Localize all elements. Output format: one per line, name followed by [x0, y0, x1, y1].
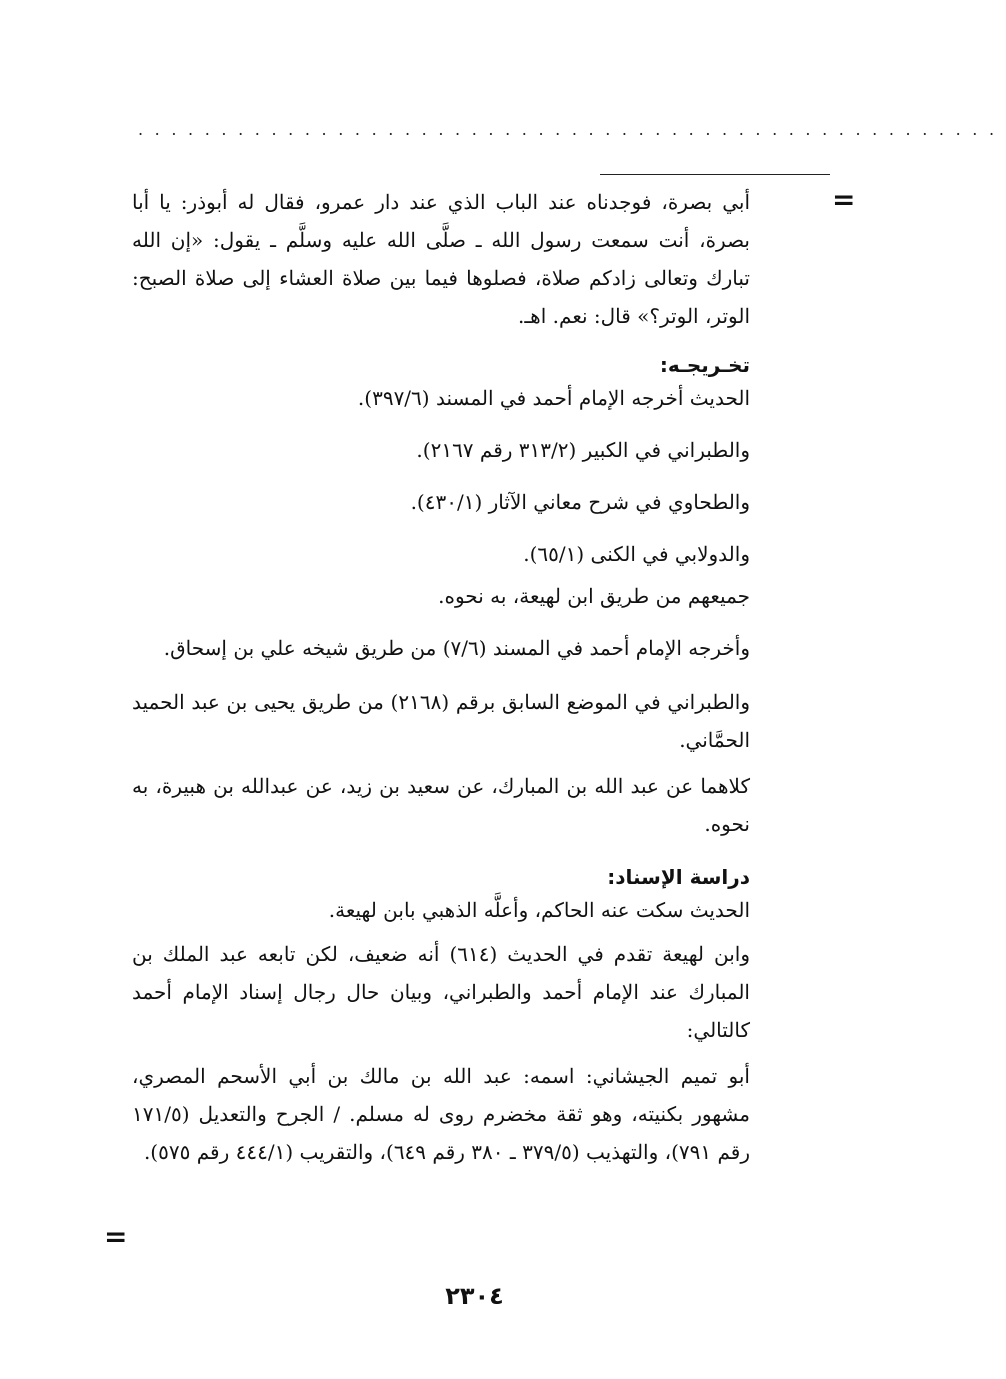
- takhrij-line: والطحاوي في شرح معاني الآثار (٤٣٠/١).: [410, 490, 750, 514]
- takhrij-line: جميعهم من طريق ابن لهيعة، به نحوه.: [438, 584, 750, 608]
- footnote-rule: [600, 174, 830, 175]
- takhrij-line: كلاهما عن عبد الله بن المبارك، عن سعيد بن زيد، عن عبدالله بن هبيرة، به نحوه.: [132, 774, 750, 836]
- dotted-separator: ....................................................: [138, 120, 1006, 139]
- takhrij-heading: تخـريجـه:: [659, 353, 750, 377]
- isnad-line: أبو تميم الجيشاني: اسمه: عبد الله بن مالك بن أبي الأسحم المصري، مشهور بكنيته، وهو ثقة مخضرم روى له مسلم. / الجرح والتعديل (١٧١/٥ رقم ٧٩١)، والتهذيب (٣٧٩/٥ ـ ٣٨٠ رقم ٦٤٩)، والتقريب (٤٤٤/١ رقم ٥٧٥).: [132, 1064, 750, 1164]
- page-number: ٢٣٠٤: [445, 1282, 504, 1310]
- continuation-mark-bottom: =: [104, 1220, 128, 1253]
- page-body: [132, 183, 750, 1171]
- continuation-mark-top: =: [832, 183, 856, 216]
- isnad-line: الحديث سكت عنه الحاكم، وأعلَّه الذهبي بابن لهيعة.: [328, 898, 750, 922]
- takhrij-line: وأخرجه الإمام أحمد في المسند (٧/٦) من طريق شيخه علي بن إسحاق.: [163, 636, 750, 660]
- isnad-line: وابن لهيعة تقدم في الحديث (٦١٤) أنه ضعيف، لكن تابعه عبد الملك بن المبارك عند الإمام أحمد والطبراني، وبيان حال رجال إسناد الإمام أحمد كالتالي:: [132, 942, 750, 1042]
- takhrij-line: والطبراني في الموضع السابق برقم (٢١٦٨) من طريق يحيى بن عبد الحميد الحمَّاني.: [132, 690, 751, 752]
- narration-paragraph: أبي بصرة، فوجدناه عند الباب الذي عند دار عمرو، فقال له أبوذر: يا أبا بصرة، أنت سمعت رسول الله ـ صلَّى الله عليه وسلَّم ـ يقول: «إن الله تبارك وتعالى زادكم صلاة، فصلوها فيما بين صلاة العشاء إلى صلاة الصبح: الوتر، الوتر؟» قال: نعم. اهـ.: [132, 190, 750, 328]
- takhrij-line: والطبراني في الكبير (٣١٣/٢ رقم ٢١٦٧).: [416, 438, 750, 462]
- takhrij-line: الحديث أخرجه الإمام أحمد في المسند (٣٩٧/٦).: [357, 386, 750, 410]
- takhrij-line: والدولابي في الكنى (٦٥/١).: [523, 542, 750, 566]
- isnad-heading: دراسة الإسناد:: [607, 865, 750, 889]
